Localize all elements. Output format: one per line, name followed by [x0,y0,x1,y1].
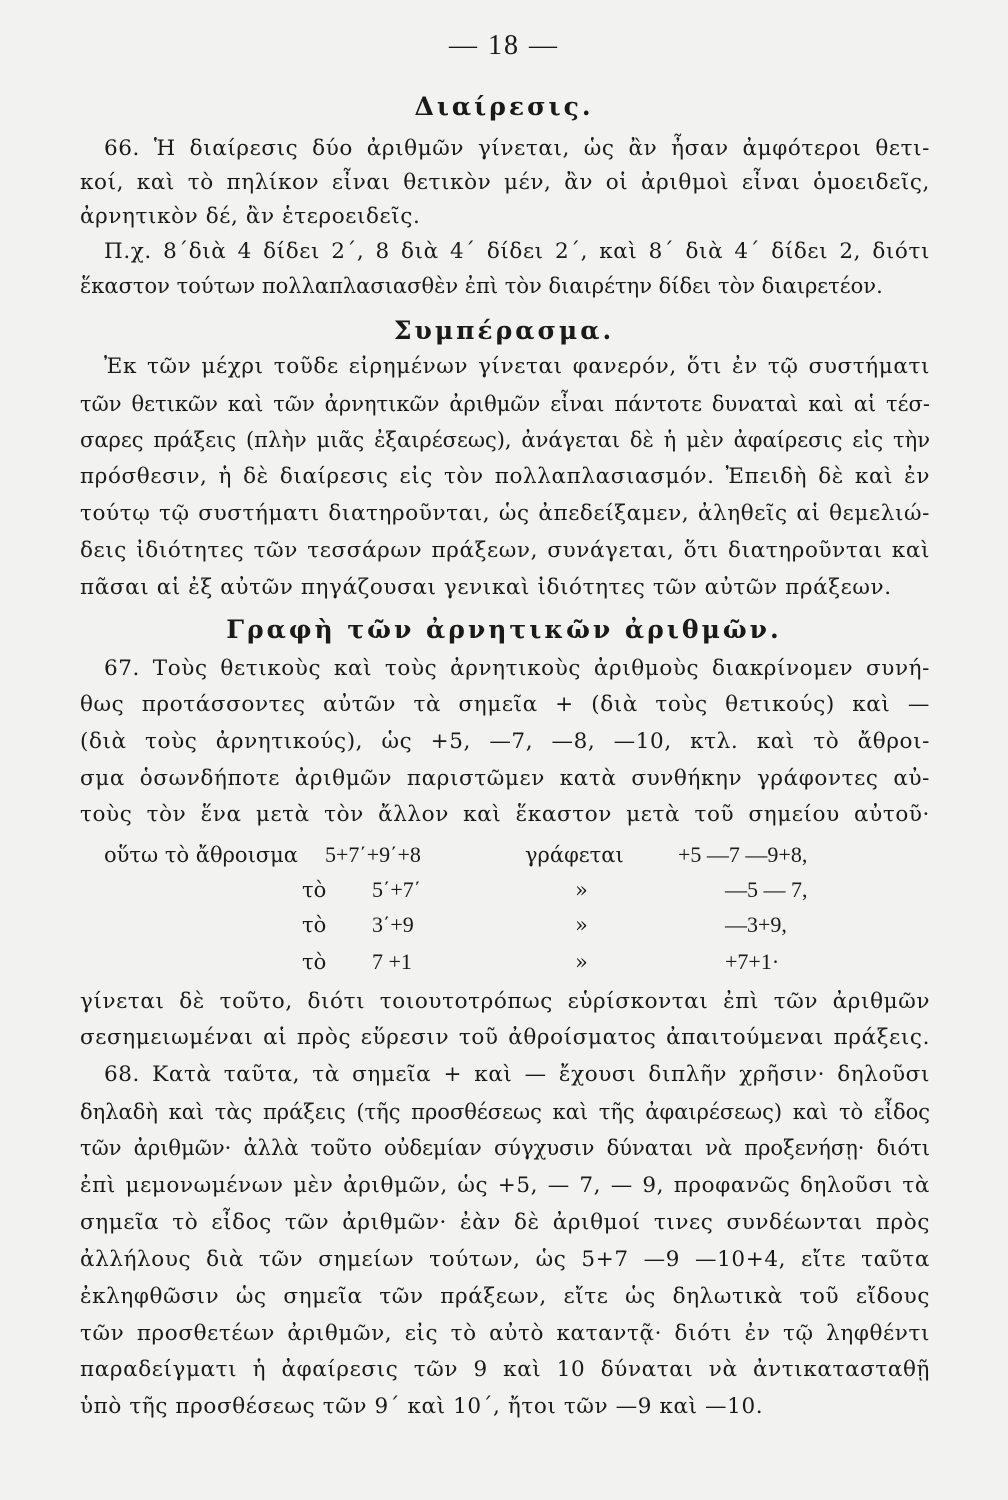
example-mid: » [575,913,588,937]
paragraph-68-line: ἐκληφθῶσιν ὡς σημεῖα τῶν πράξεων, εἴτε ὡς δηλωτικὰ τοῦ εἴδους [80,1284,930,1309]
after-examples-line: γίνεται δὲ τοῦτο, διότι τοιουτοτρόπως εὑρίσκονται ἐπὶ τῶν ἀριθμῶν [80,989,930,1014]
section-heading-notation: Γραφὴ τῶν ἀρνητικῶν ἀριθμῶν. [226,615,782,644]
paragraph-66-line: κοί, καὶ τὸ πηλίκον εἶναι θετικὸν μέν, ἂν οἱ ἀριθμοὶ εἶναι ὁμοειδεῖς, [80,170,930,195]
paragraph-68-line: 68. Κατὰ ταῦτα, τὰ σημεῖα + καὶ — ἔχουσι διπλῆν χρῆσιν· δηλοῦσι [104,1062,930,1087]
paragraph-67-line: 67. Τοὺς θετικοὺς καὶ τοὺς ἀρνητικοὺς ἀριθμοὺς διακρίνομεν συνή- [104,656,930,681]
conclusion-line: τούτῳ τῷ συστήματι διατηροῦνται, ὡς ἀπεδείξαμεν, ἀληθεῖς αἱ θεμελιώ- [80,501,930,526]
paragraph-66-line: 66. Ἡ διαίρεσις δύο ἀριθμῶν γίνεται, ὡς ἂν ἦσαν ἀμφότεροι θετι- [104,136,930,161]
paragraph-66-line: ἕκαστον τούτων πολλαπλασιασθὲν ἐπὶ τὸν διαιρέτην δίδει τὸν διαιρετέον. [80,274,883,298]
examples-intro: οὕτω τὸ ἄθροισμα [104,843,298,867]
page-number: — 18 — [449,30,559,61]
paragraph-67-line: τοὺς τὸν ἕνα μετὰ τὸν ἄλλον καὶ ἕκαστον μετὰ τοῦ σημείου αὐτοῦ· [80,802,930,827]
paragraph-68-line: τῶν ἀριθμῶν· ἀλλὰ τοῦτο οὐδεμίαν σύγχυσιν δύναται νὰ προξενήσῃ· διότι [80,1136,930,1160]
paragraph-68-line: ἐπὶ μεμονωμένων μὲν ἀριθμῶν, ὡς +5, — 7, — 9, προφανῶς δηλοῦσι τὰ [80,1173,930,1198]
example-result: +5 —7 —9+8, [678,842,808,867]
example-result: +7+1· [725,949,780,974]
example-mid: » [575,878,588,902]
section-heading-conclusion: Συμπέρασμα. [393,316,615,345]
section-heading-division: Διαίρεσις. [414,92,594,121]
conclusion-line: πᾶσαι αἱ ἐξ αὐτῶν πηγάζουσαι γενικαὶ ἰδιότητες τῶν αὐτῶν πράξεων. [80,575,892,600]
paragraph-67-line: θως προτάσσοντες αὐτῶν τὰ σημεῖα + (διὰ τοὺς θετικούς) καὶ — [80,692,930,717]
paragraph-68-line: ὑπὸ τῆς προσθέσεως τῶν 9΄ καὶ 10΄, ἤτοι τῶν —9 καὶ —10. [80,1394,764,1419]
example-result: —5 — 7, [725,877,808,902]
example-mid: γράφεται [525,843,624,867]
paragraph-66-line: Π.χ. 8΄διὰ 4 δίδει 2΄, 8 διὰ 4΄ δίδει 2΄, καὶ 8΄ διὰ 4΄ δίδει 2, διότι [104,239,930,264]
example-expression: 5΄+7΄ [372,877,422,902]
example-prefix: τὸ [302,950,327,974]
conclusion-line: Ἐκ τῶν μέχρι τοῦδε εἰρημένων γίνεται φανερόν, ὅτι ἐν τῷ συστήματι [104,354,930,379]
example-expression: 3΄+9 [372,912,414,937]
paragraph-68-line: ἀλλήλους διὰ τῶν σημείων τούτων, ὡς 5+7 —9 —10+4, εἴτε ταῦτα [80,1247,930,1272]
example-expression: 7 +1 [372,949,412,974]
conclusion-line: σαρες πράξεις (πλὴν μιᾶς ἐξαιρέσεως), ἀνάγεται δὲ ἡ μὲν ἀφαίρεσις εἰς τὴν [80,428,930,452]
example-prefix: τὸ [302,913,327,937]
paragraph-67-line: (διὰ τοὺς ἀρνητικούς), ὡς +5, —7, —8, —10, κτλ. καὶ τὸ ἄθροι- [80,729,930,754]
paragraph-68-line: σημεῖα τὸ εἶδος τῶν ἀριθμῶν· ἐὰν δὲ ἀριθμοί τινες συνδέωνται πρὸς [80,1210,930,1235]
conclusion-line: τῶν θετικῶν καὶ τῶν ἀρνητικῶν ἀριθμῶν εἶναι πάντοτε δυναταὶ καὶ αἱ τέσ- [80,392,930,416]
paragraph-68-line: παραδείγματι ἡ ἀφαίρεσις τῶν 9 καὶ 10 δύναται νὰ ἀντικατασταθῇ [80,1357,930,1382]
paragraph-66-line: ἀρνητικὸν δέ, ἂν ἑτεροειδεῖς. [80,204,421,229]
paragraph-68-line: δηλαδὴ καὶ τὰς πράξεις (τῆς προσθέσεως καὶ τῆς ἀφαιρέσεως) καὶ τὸ εἶδος [80,1100,930,1124]
paragraph-68-line: τῶν προσθετέων ἀριθμῶν, εἰς τὸ αὐτὸ καταντᾷ· διότι ἐν τῷ ληφθέντι [80,1321,930,1346]
example-expression: 5+7΄+9΄+8 [325,842,421,867]
example-prefix: τὸ [302,878,327,902]
conclusion-line: δεις ἰδιότητες τῶν τεσσάρων πράξεων, συνάγεται, ὅτι διατηροῦνται καὶ [80,538,930,563]
paragraph-67-line: σμα ὁσωνδήποτε ἀριθμῶν παριστῶμεν κατὰ συνθήκην γράφοντες αὐ- [80,766,930,791]
example-mid: » [575,950,588,974]
conclusion-line: πρόσθεσιν, ἡ δὲ διαίρεσις εἰς τὸν πολλαπλασιασμόν. Ἐπειδὴ δὲ καὶ ἐν [80,464,930,489]
example-result: —3+9, [725,912,787,937]
after-examples-line: σεσημειωμέναι αἱ πρὸς εὕρεσιν τοῦ ἀθροίσματος ἀπαιτούμεναι πράξεις. [80,1025,930,1050]
